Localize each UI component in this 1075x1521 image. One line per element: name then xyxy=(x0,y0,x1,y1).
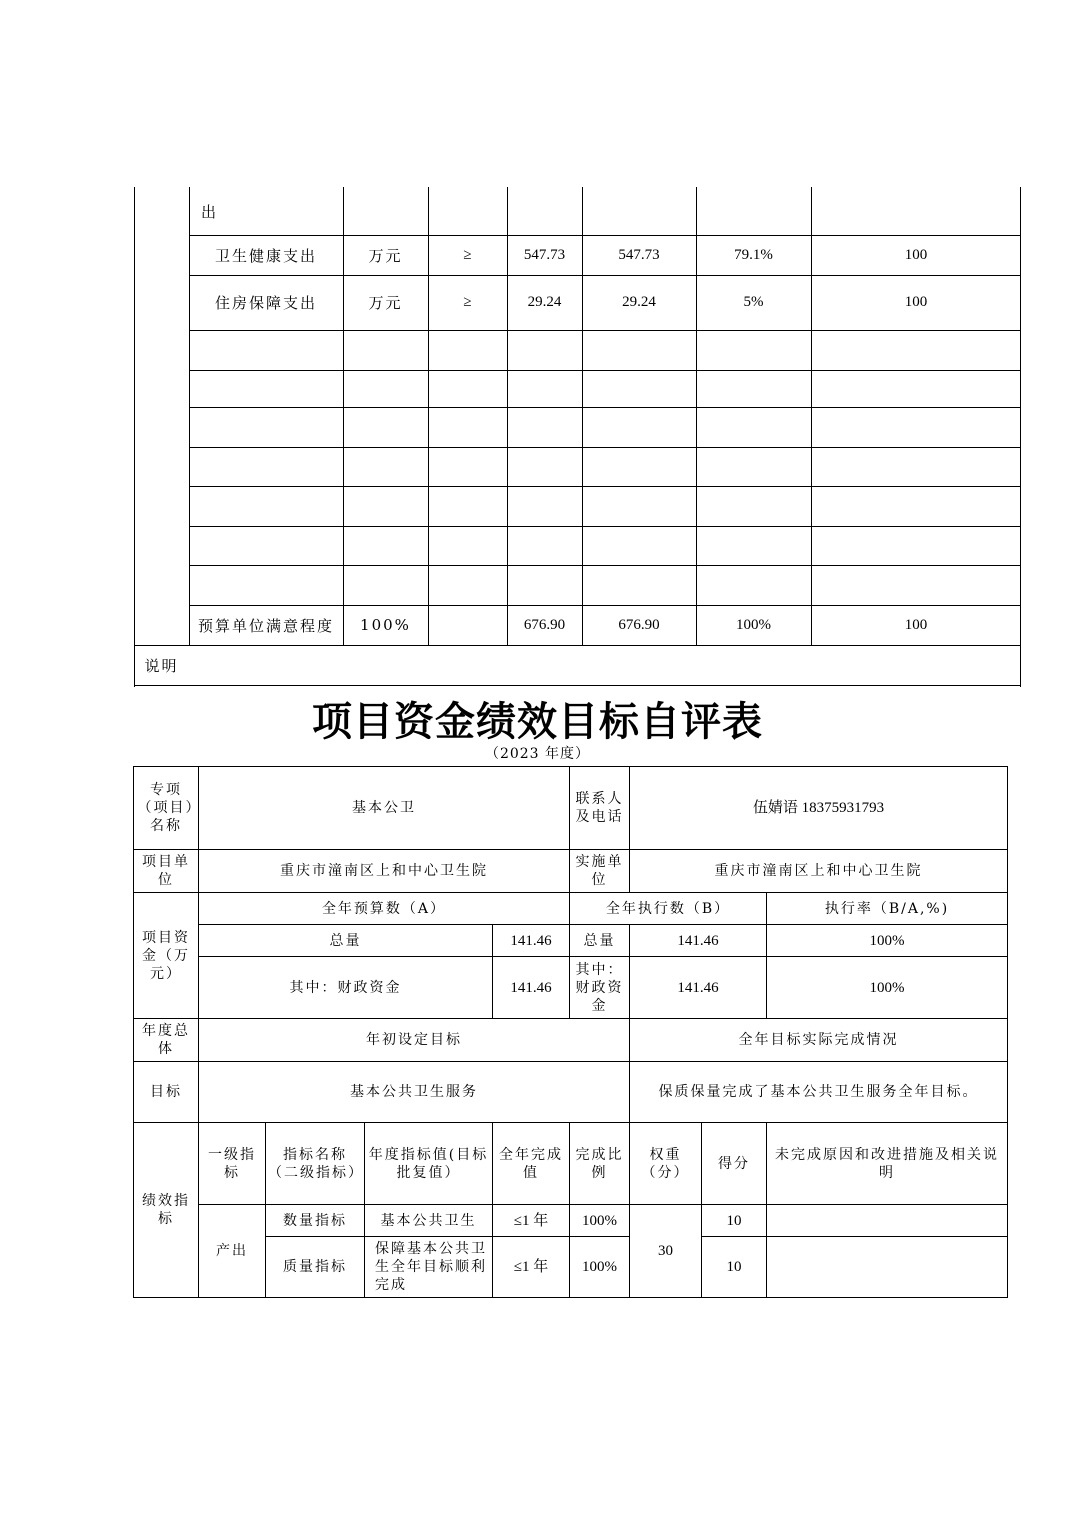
total-label-a: 总量 xyxy=(199,925,493,957)
indicator-done: ≤1 年 xyxy=(493,1205,570,1237)
fiscal-rate: 100% xyxy=(767,957,1008,1019)
unit xyxy=(343,447,428,486)
ratio xyxy=(696,330,811,370)
target-value xyxy=(507,370,582,407)
actual-value xyxy=(582,486,696,526)
h-weight: 权重（分） xyxy=(630,1123,702,1205)
h-ratio: 完成比例 xyxy=(570,1123,630,1205)
contact-value: 伍婧语 18375931793 xyxy=(630,767,1008,850)
target-value xyxy=(507,330,582,370)
score xyxy=(811,407,1021,447)
total-b: 141.46 xyxy=(630,925,767,957)
budget-header: 全年预算数（A） xyxy=(199,893,570,925)
operator xyxy=(428,605,507,645)
goal-set: 基本公共卫生服务 xyxy=(199,1062,630,1123)
indicator-label xyxy=(189,565,343,605)
unit xyxy=(343,330,428,370)
unit-value: 重庆市潼南区上和中心卫生院 xyxy=(199,850,570,893)
target-value xyxy=(507,447,582,486)
weight-value: 30 xyxy=(630,1205,702,1298)
actual-value xyxy=(582,370,696,407)
ratio xyxy=(696,370,811,407)
project-name-label: 专项（项目）名称 xyxy=(134,767,199,850)
indicator-label xyxy=(189,526,343,565)
top-table xyxy=(134,187,1021,686)
operator xyxy=(428,407,507,447)
actual-value xyxy=(582,407,696,447)
score xyxy=(811,187,1021,235)
score xyxy=(811,330,1021,370)
target-value xyxy=(507,407,582,447)
indicator-label xyxy=(189,370,343,407)
score xyxy=(811,486,1021,526)
h-score: 得分 xyxy=(702,1123,767,1205)
target-value: 547.73 xyxy=(523,246,566,263)
ratio xyxy=(696,187,811,235)
target-value xyxy=(507,486,582,526)
unit: 万元 xyxy=(368,294,403,312)
funds-label: 项目资金（万元） xyxy=(134,893,199,1019)
ratio xyxy=(696,447,811,486)
goal-actual: 保质保量完成了基本公共卫生服务全年目标。 xyxy=(630,1062,1008,1123)
score: 100 xyxy=(904,294,928,310)
fiscal-label-b: 其中：财政资金 xyxy=(570,957,630,1019)
goal-set-header: 年初设定目标 xyxy=(199,1019,630,1062)
target-value xyxy=(507,526,582,565)
operator xyxy=(428,187,507,235)
indicator-label: 卫生健康支出 xyxy=(214,246,317,265)
indicator-done: ≤1 年 xyxy=(493,1237,570,1298)
unit: 万元 xyxy=(368,246,403,265)
target-value: 29.24 xyxy=(527,294,562,310)
exec-header: 全年执行数（B） xyxy=(570,893,767,925)
total-a: 141.46 xyxy=(493,925,570,957)
indicator-target: 保障基本公共卫生全年目标顺利完成 xyxy=(365,1237,493,1298)
ratio: 100% xyxy=(736,616,771,633)
indicator-label: 出 xyxy=(201,202,219,221)
operator xyxy=(428,486,507,526)
operator xyxy=(428,565,507,605)
score xyxy=(811,526,1021,565)
score xyxy=(811,370,1021,407)
actual-value: 547.73 xyxy=(618,246,660,263)
note-label: 说明 xyxy=(144,657,179,675)
unit xyxy=(343,407,428,447)
operator xyxy=(428,330,507,370)
indicator-ratio: 100% xyxy=(570,1237,630,1298)
operator: ≥ xyxy=(463,294,472,310)
unit xyxy=(343,187,428,235)
total-rate: 100% xyxy=(767,925,1008,957)
actual-value xyxy=(582,187,696,235)
h-done: 全年完成值 xyxy=(493,1123,570,1205)
operator xyxy=(428,370,507,407)
ratio xyxy=(696,486,811,526)
impl-value: 重庆市潼南区上和中心卫生院 xyxy=(630,850,1008,893)
operator xyxy=(428,526,507,565)
actual-value xyxy=(582,447,696,486)
project-name-value: 基本公卫 xyxy=(199,767,570,850)
indicator-ratio: 100% xyxy=(570,1205,630,1237)
perf-label: 绩效指标 xyxy=(134,1123,199,1298)
contact-label: 联系人及电话 xyxy=(570,767,630,850)
indicator-reason xyxy=(767,1237,1008,1298)
operator xyxy=(428,447,507,486)
target-value xyxy=(507,565,582,605)
rate-header: 执行率（B/A,%) xyxy=(767,893,1008,925)
annual-label: 年度总体 xyxy=(134,1019,199,1062)
score: 100 xyxy=(904,246,928,263)
fiscal-a: 141.46 xyxy=(493,957,570,1019)
ratio: 79.1% xyxy=(734,246,773,263)
page-title: 项目资金绩效目标自评表 xyxy=(312,699,763,745)
target-value: 676.90 xyxy=(523,616,566,633)
unit xyxy=(343,526,428,565)
page-subtitle: （2023 年度） xyxy=(484,746,591,762)
output-label: 产出 xyxy=(199,1205,266,1298)
score xyxy=(811,565,1021,605)
indicator-label: 住房保障支出 xyxy=(214,294,317,312)
indicator-name: 数量指标 xyxy=(266,1205,365,1237)
indicator-score: 10 xyxy=(702,1205,767,1237)
indicator-label xyxy=(189,447,343,486)
h-reason: 未完成原因和改进措施及相关说明 xyxy=(767,1123,1008,1205)
h-level2: 指标名称（二级指标） xyxy=(266,1123,365,1205)
impl-label: 实施单位 xyxy=(570,850,630,893)
goal-actual-header: 全年目标实际完成情况 xyxy=(630,1019,1008,1062)
indicator-score: 10 xyxy=(702,1237,767,1298)
actual-value: 29.24 xyxy=(622,294,656,310)
h-target: 年度指标值(目标批复值） xyxy=(365,1123,493,1205)
actual-value: 676.90 xyxy=(618,616,660,633)
score xyxy=(811,447,1021,486)
indicator-reason xyxy=(767,1205,1008,1237)
indicator-name: 质量指标 xyxy=(266,1237,365,1298)
indicator-label xyxy=(189,330,343,370)
operator: ≥ xyxy=(463,246,472,263)
score: 100 xyxy=(904,616,928,633)
unit xyxy=(343,370,428,407)
evaluation-form xyxy=(133,766,1008,1298)
unit xyxy=(343,565,428,605)
ratio xyxy=(696,407,811,447)
ratio: 5% xyxy=(743,294,764,310)
indicator-label: 预算单位满意程度 xyxy=(197,616,334,635)
total-label-b: 总量 xyxy=(570,925,630,957)
unit xyxy=(343,486,428,526)
unit: 100% xyxy=(360,616,411,634)
indicator-target: 基本公共卫生 xyxy=(365,1205,493,1237)
actual-value xyxy=(582,330,696,370)
ratio xyxy=(696,526,811,565)
ratio xyxy=(696,565,811,605)
actual-value xyxy=(582,565,696,605)
indicator-label xyxy=(189,486,343,526)
fiscal-label-a: 其中：财政资金 xyxy=(199,957,493,1019)
indicator-label xyxy=(189,407,343,447)
actual-value xyxy=(582,526,696,565)
fiscal-b: 141.46 xyxy=(630,957,767,1019)
unit-label: 项目单位 xyxy=(134,850,199,893)
goal-label: 目标 xyxy=(134,1062,199,1123)
h-level1: 一级指标 xyxy=(199,1123,266,1205)
target-value xyxy=(507,187,582,235)
